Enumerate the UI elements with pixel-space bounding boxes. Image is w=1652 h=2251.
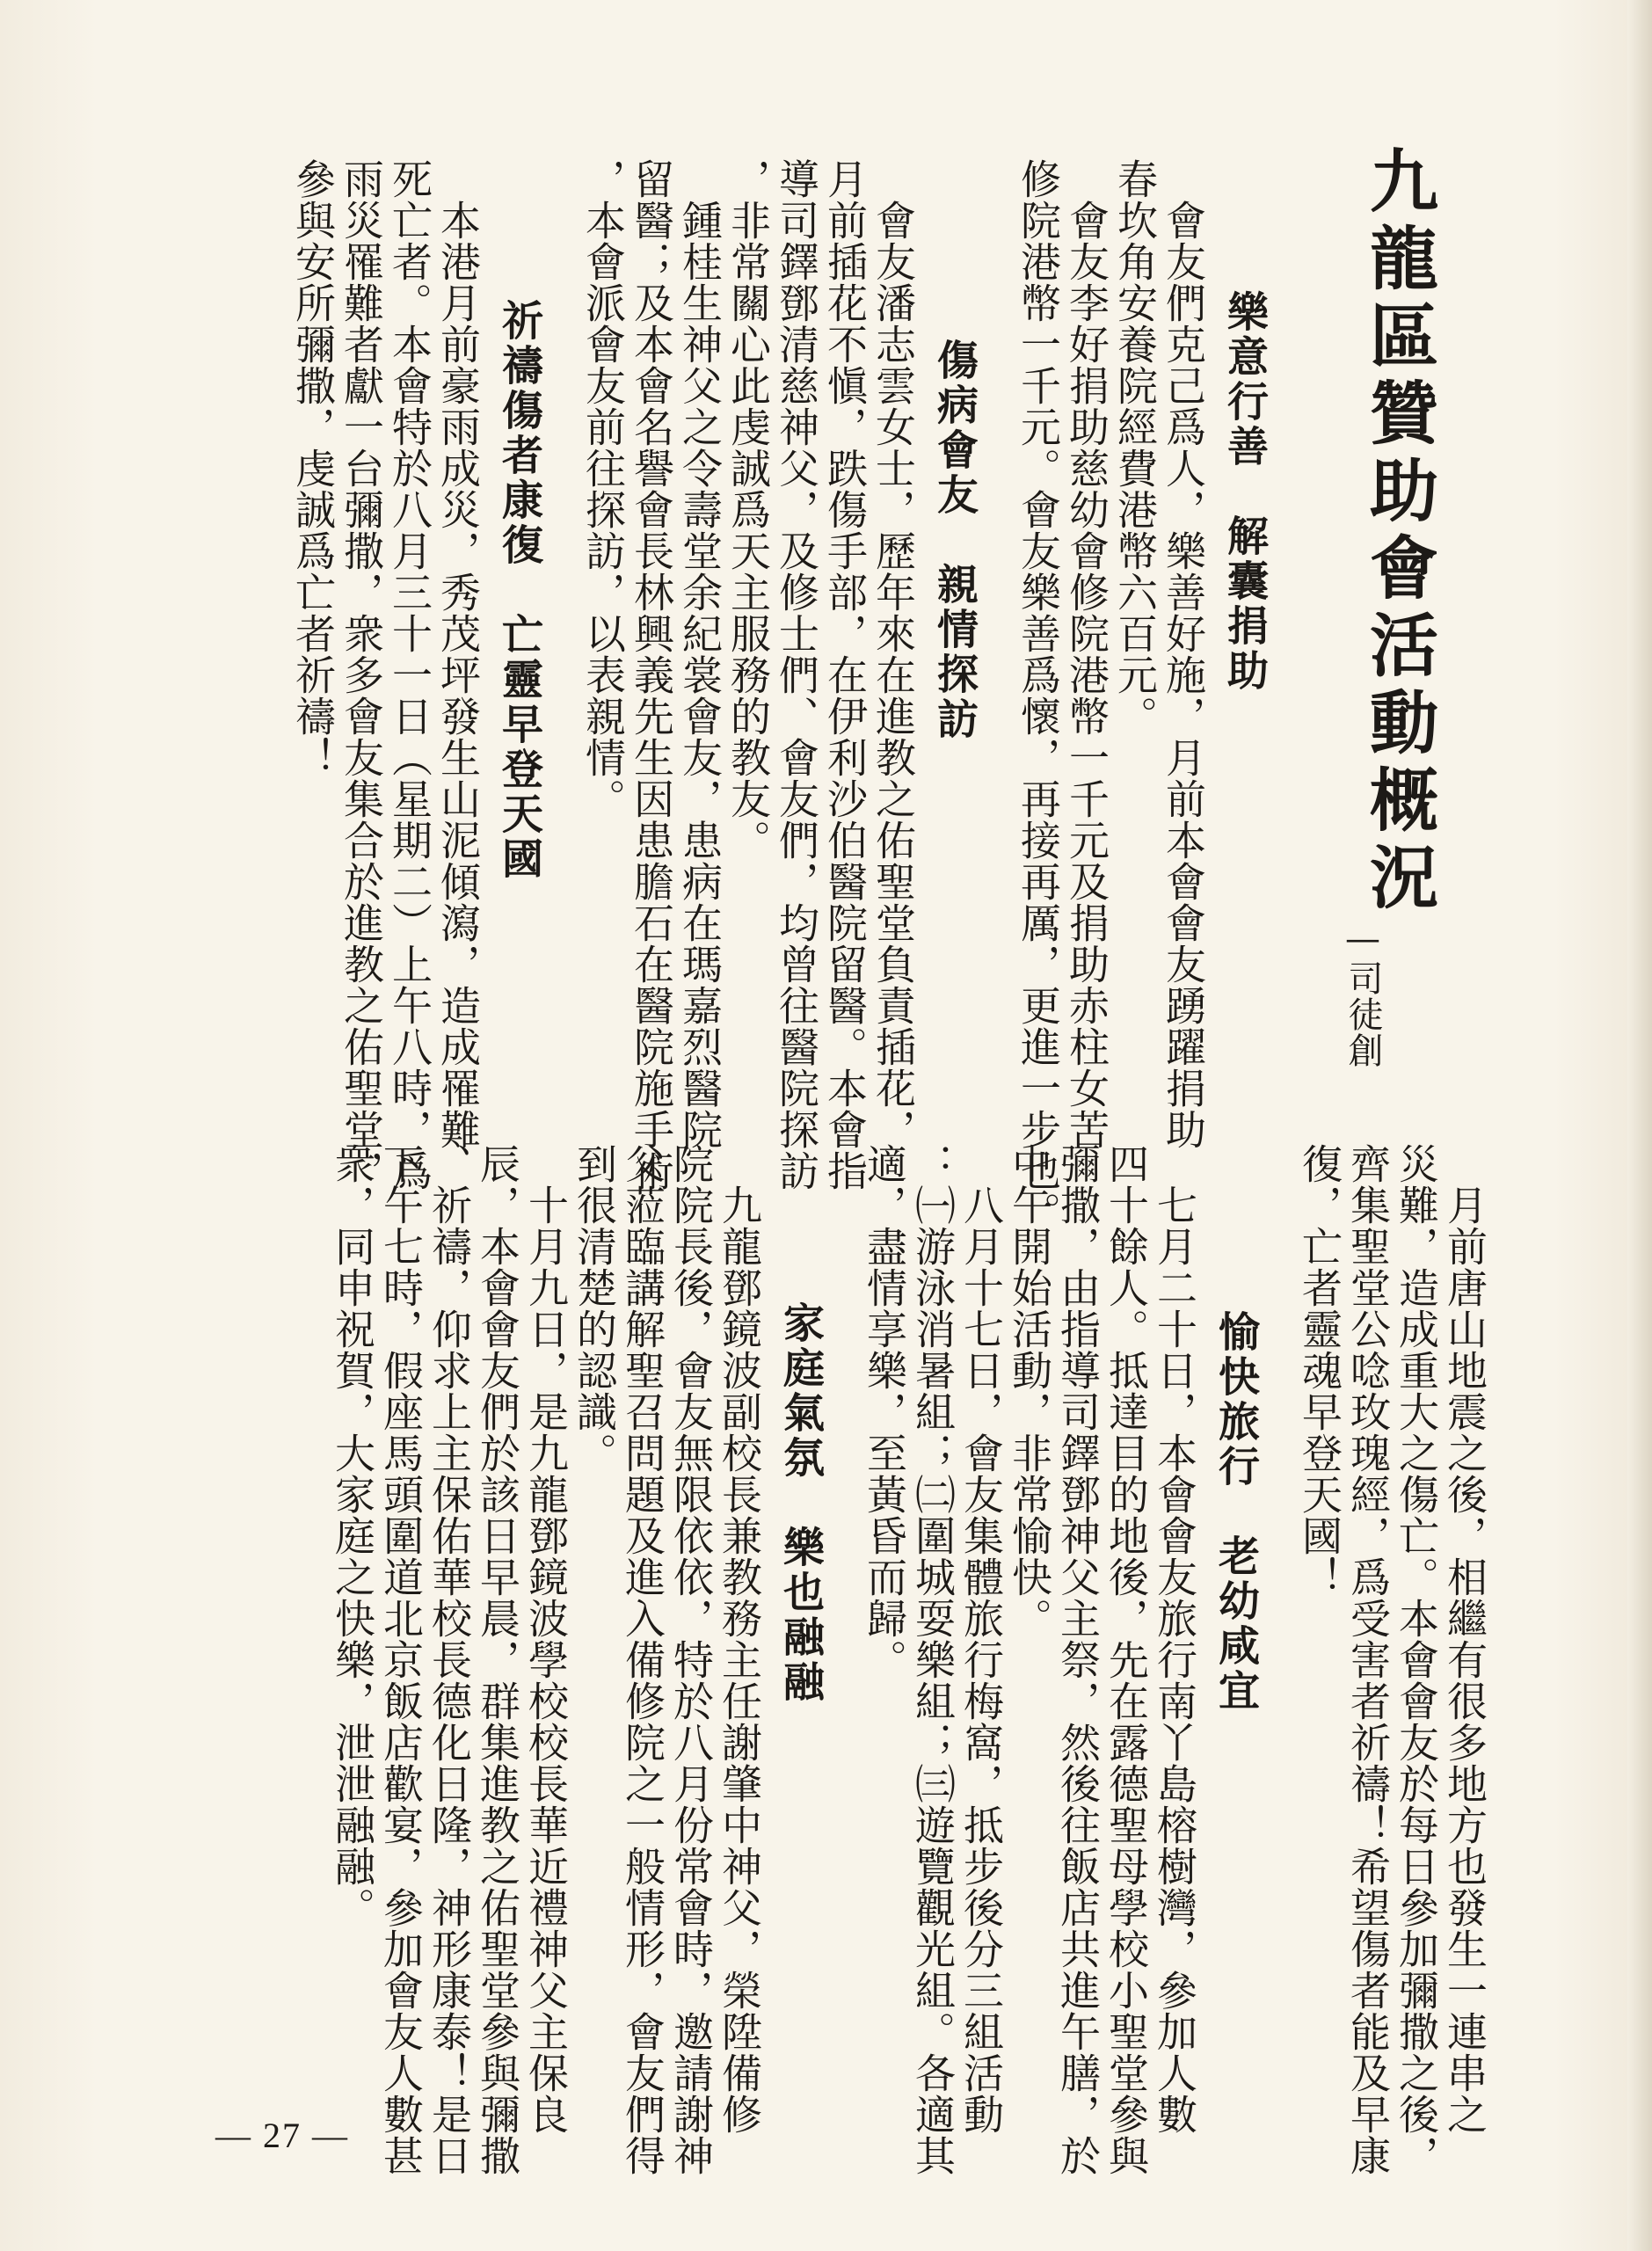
body-column: 月前插花不愼，跌傷手部，在伊利沙伯醫院留醫。本會指 bbox=[821, 158, 869, 1191]
body-column: 會友潘志雲女士，歷年來在進教之佑聖堂負責插花， bbox=[870, 158, 917, 1150]
body-column: 齊集聖堂公唸玫瑰經，爲受害者祈禱！希望傷者能及早康 bbox=[1344, 1143, 1392, 2176]
body-column: 本港月前豪雨成災，秀茂坪發生山泥傾瀉，造成罹難 bbox=[434, 158, 482, 1150]
body-column: 參與安所彌撒，虔誠爲亡者祈禱！ bbox=[289, 158, 337, 778]
section-heading-visits: 傷病會友 親情探訪 bbox=[930, 339, 979, 742]
body-column: 復，亡者靈魂早登天國！ bbox=[1296, 1143, 1343, 1598]
body-column: 四十餘人。抵達目的地後，先在露德聖母學校小聖堂參與 bbox=[1103, 1143, 1150, 2176]
section-heading-family: 家庭氣氛 樂也融融 bbox=[776, 1301, 825, 1705]
body-column: 下午七時，假座馬頭圍道北京飯店歡宴，參加會友人數甚 bbox=[377, 1143, 425, 2176]
body-column: 八月十七日，會友集體旅行梅窩，抵步後分三組活動 bbox=[957, 1143, 1005, 2135]
author-byline: —司徒創 bbox=[1343, 919, 1383, 1068]
body-column: 辰，本會會友們於該日早晨，群集進教之佑聖堂參與彌撒 bbox=[474, 1143, 521, 2176]
body-column: 留醫；及本會名譽會長林興義先生因患膽石在醫院施手術 bbox=[628, 158, 675, 1191]
body-column: 十月九日，是九龍鄧鏡波學校校長華近禮神父主保良 bbox=[522, 1143, 570, 2135]
body-column: 會友李好捐助慈幼會修院港幣一千元及捐助赤柱女苦 bbox=[1063, 158, 1110, 1150]
body-column: 鍾桂生神父之令壽堂余紀裳會友，患病在瑪嘉烈醫院 bbox=[676, 158, 724, 1150]
body-column: 、祈禱，仰求上主保佑華校長德化日隆，神形康泰！是日 bbox=[426, 1143, 473, 2176]
section-heading-charity: 樂意行善 解囊捐助 bbox=[1220, 290, 1269, 694]
article-title: 九龍區贊助會活動概況 bbox=[1358, 145, 1438, 919]
body-column: 會友們克己爲人，樂善好施，月前本會會友踴躍捐助 bbox=[1160, 158, 1207, 1150]
body-column: 父蒞臨講解聖召問題及進入備修院之一般情形，會友們得 bbox=[619, 1143, 666, 2176]
body-column: 院院長後，會友無限依依，特於八月份常會時，邀請謝神 bbox=[667, 1143, 715, 2176]
body-column: 修院港幣一千元。會友樂善爲懷，再接再厲，更進一步也。 bbox=[1015, 158, 1062, 1233]
body-column: ，本會派會友前往探訪，以表親情。 bbox=[579, 158, 627, 820]
body-column: 中午開始活動，非常愉快。 bbox=[1006, 1143, 1053, 1639]
body-column: 適，盡情享樂，至黃昏而歸。 bbox=[861, 1143, 908, 1680]
section-heading-prayer: 祈禱傷者康復 亡靈早登天國 bbox=[495, 299, 543, 882]
body-column: 災難，造成重大之傷亡。本會會友於每日參加彌撒之後， bbox=[1393, 1143, 1440, 2176]
body-column: 到很清楚的認識。 bbox=[571, 1143, 618, 1474]
body-column: 春坎角安養院經費港幣六百元。 bbox=[1111, 158, 1159, 737]
body-column: 彌撒，由指導司鐸鄧神父主祭，然後往飯店共進午膳，於 bbox=[1054, 1143, 1102, 2176]
body-column: 死亡者。本會特於八月三十一日（星期二）上午八時，爲 bbox=[386, 158, 433, 1191]
body-column: 衆，同申祝賀，大家庭之快樂，泄泄融融。 bbox=[329, 1143, 376, 1928]
body-column: 雨災罹難者獻一台彌撒，衆多會友集合於進教之佑聖堂， bbox=[338, 158, 385, 1191]
body-column: 導司鐸鄧清慈神父，及修士們、會友們，均曾往醫院探訪 bbox=[773, 158, 820, 1191]
body-column: 月前唐山地震之後，相繼有很多地方也發生一連串之 bbox=[1441, 1143, 1488, 2135]
body-column: 七月二十日，本會會友旅行南丫島榕樹灣，參加人數 bbox=[1151, 1143, 1198, 2135]
body-column: 九龍鄧鏡波副校長兼教務主任謝肇中神父，榮陞備修 bbox=[716, 1143, 763, 2135]
body-column: ：㈠游泳消暑組；㈡圍城耍樂組；㈢遊覽觀光組。各適其 bbox=[909, 1143, 957, 2176]
body-column: ，非常關心此虔誠爲天主服務的教友。 bbox=[724, 158, 772, 861]
page-number: — 27 — bbox=[215, 2116, 349, 2155]
book-spine-shadow bbox=[1627, 0, 1652, 2251]
section-heading-outing: 愉快旅行 老幼咸宜 bbox=[1212, 1310, 1260, 1714]
